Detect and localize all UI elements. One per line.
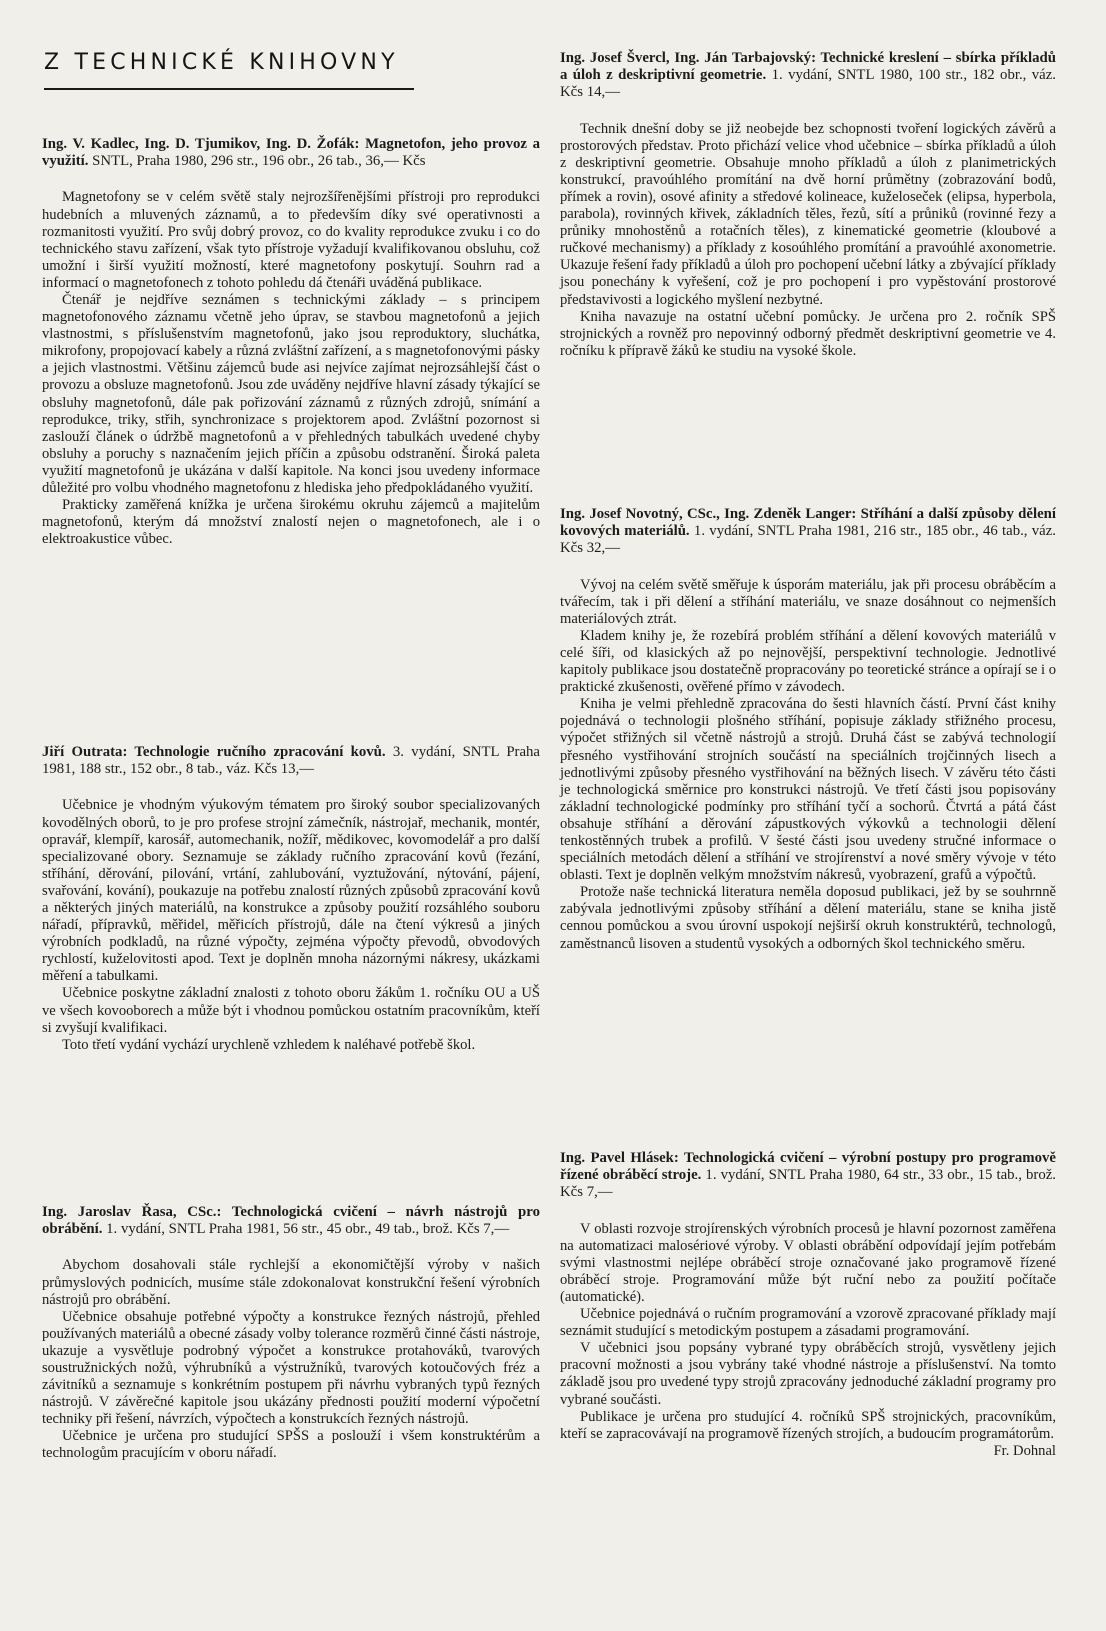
review-magnetofon: [42, 136, 540, 548]
review-author-title: Ing. Jaroslav Řasa, CSc.: Technologická cvičení – návrh nástrojů pro obrábění.: [42, 1204, 540, 1238]
review-heading: [560, 50, 1056, 102]
review-paragraph: Čtenář je nejdříve seznámen s technickými základy – s principem magnetofonového záznamu včetně jeho úprav, se stavbou magnetofonů a jejich vlastnostmi, s příslušenstvím magnetofonů, jako jsou reproduktory, sluchátka, mikrofony, propojovací kabely a různá zvláštní zařízení, a s magnetofonovými pásky a jejich vlastnostmi. Většinu zájemců bude asi nejvíce zajímat nejrozsáhlejší část o provozu a obsluze magnetofonů. Jsou zde uváděny nejdříve hlavní zásady týkající se obsluhy magnetofonů, dále pak pořizování záznamů z různých zdrojů, snímání a reprodukce, triky, střih, synchronizace s projektorem apod. Zvláštní pozornost si zaslouží článek o údržbě magnetofonů a v přehledných tabulkách uvedené chyby obsluhy a poruchy s naznačením jejich příčin a způsobu odstranění. Široká paleta využití magnetofonů je ukázána v další kapitole. Na konci jsou uvedeny informace důležité pro volbu vhodného magnetofonu z hlediska jeho předpokládaného využití.: [42, 291, 540, 496]
review-author-title: Jiří Outrata: Technologie ručního zpracování kovů.: [42, 744, 386, 760]
review-strihani: [560, 506, 1056, 953]
review-paragraph: Učebnice obsahuje potřebné výpočty a konstrukce řezných nástrojů, přehled používaných materiálů a obecné zásady volby tolerance rozměrů činné části nástroje, ukazuje a vysvětluje podrobný výpočet a konstrukce protahováků, tvarových soustružnických nožů, výhrubníků a výstružníků, tvarových kotoučových fréz a závitníků a seznamuje s konkrétním postupem při návrhu vybraných typů řezných nástrojů. V závěrečné kapitole jsou ukázány přednosti použití moderní výpočetní techniky při řešení, návrzích, výpočtech a konstrukcích řezných nástrojů.: [42, 1308, 540, 1428]
review-signature: Fr. Dohnal: [993, 1442, 1056, 1459]
review-author-title: Ing. Pavel Hlásek: Technologická cvičení – výrobní postupy pro programově řízené obráběcí stroje.: [560, 1150, 1056, 1184]
review-technicke-kresleni: [560, 50, 1056, 360]
section-title-rule: [44, 88, 414, 90]
review-paragraph: Vývoj na celém světě směřuje k úsporám materiálu, jak při procesu obráběcím a tvářecím, tak i při dělení a stříhání materiálu, ve snaze dosáhnout co nejmenších materiálových ztrát.: [560, 576, 1056, 627]
review-heading: [42, 744, 540, 778]
review-paragraph: Abychom dosahovali stále rychlejší a ekonomičtější výroby v našich průmyslových podnicích, musíme stále zdokonalovat konstrukční řešení výrobních nástrojů pro obrábění.: [42, 1257, 540, 1308]
review-paragraph: Učebnice je určena pro studující SPŠS a poslouží i všem konstruktérům a technologům pracujícím v oboru nářadí.: [42, 1428, 540, 1462]
review-details: SNTL, Praha 1980, 296 str., 196 obr., 26 tab., 36,— Kčs: [92, 153, 426, 170]
review-paragraph: Kniha je velmi přehledně zpracována do šesti hlavních částí. První část knihy pojednává o technologii plošného stříhání, popisuje základy střižného procesu, výpočet střižných sil včetně nástrojů a strojů. Druhá část se zabývá technologií přesného vystřihování strojních součástí na speciálních trojčinných lisech a jednotlivými způsoby přesného vystřihování na běžných lisech. V závěru této části je technologická směrnice pro konstrukci nástrojů. Ve třetí části jsou popisovány základní technologické podmínky pro stříhání tyčí a sochorů. Čtvrtá a pátá část obsahuje stříhání a děrování zápustkových výkovků a technologii dělení tenkostěnných trubek a profilů. V šesté části jsou uvedeny stručné informace o speciálních metodách dělení a stříhání ve strojírenství a nové směry vývoje v této oblasti. Text je doplněn velkým množstvím nákresů, vyobrazení, grafů a výpočtů.: [560, 696, 1056, 884]
review-paragraph: Učebnice pojednává o ručním programování a vzorově zpracované příklady mají seznámit studující s metodickým postupem a zásadami programování.: [560, 1306, 1056, 1340]
review-navrh-nastroju: [42, 1204, 540, 1463]
review-paragraph: Kniha navazuje na ostatní učební pomůcky. Je určena pro 2. ročník SPŠ strojnických a rovněž pro nepovinný odborný předmět deskriptivní geometrie ve 4. ročníku k přípravě žáků ke studiu na vysoké škole.: [560, 308, 1056, 359]
review-paragraph: Prakticky zaměřená knížka je určena širokému okruhu zájemců a majitelům magnetofonů, kterým dá množství znalostí nejen o magnetofonech, ale i o elektroakustice vůbec.: [42, 497, 540, 548]
review-paragraph: Technik dnešní doby se již neobejde bez schopnosti tvoření logických závěrů a prostorových představ. Proto přichází velice vhod učebnice – sbírka příkladů a úloh z deskriptivní geometrie. Obsahuje mnoho příkladů a úloh z planimetrických konstrukcí, pravoúhlého promítání na dvě horní průmětny (zobrazování bodů, přímek a rovin), osové afinity a středové kolineace, kuželoseček (elipsa, hyperbola, parabola), rovinných křivek, základních těles, řezů, sítí a průniků (rovinné řezy a průniky mnohostěnů a rotačních těles), z kinematické geometrie (kloubové a ručkové mechanismy) a příklady z kosoúhlého promítání a pravoúhlé axonometrie. Ukazuje řešení řady příkladů a úloh pro pochopení učební látky a zbývající příklady jsou ponechány k vyřešení, což je pro pochopení i pro vypěstování prostorové představivosti a logického myšlení nezbytné.: [560, 120, 1056, 308]
review-details: 1. vydání, SNTL 1980, 100 str., 182 obr., váz. Kčs 14,—: [560, 67, 1056, 101]
review-heading: [560, 506, 1056, 558]
review-vyrobni-postupy: [560, 1150, 1056, 1460]
review-author-title: Ing. V. Kadlec, Ing. D. Tjumikov, Ing. D. Žofák: Magnetofon, jeho provoz a využití.: [42, 136, 540, 170]
review-paragraph: Kladem knihy je, že rozebírá problém stříhání a dělení kovových materiálů v celé šíři, od klasických až po nejnovější, perspektivní technologie. Jednotlivé kapitoly publikace jsou dostatečně propracovány po teoretické stránce a opírají se i o praktické zkušenosti, ověřené přímo v závodech.: [560, 627, 1057, 696]
review-technologie-rucniho: [42, 744, 540, 1054]
review-paragraph: V oblasti rozvoje strojírenských výrobních procesů je hlavní pozornost zaměřena na automatizaci malosériové výroby. V oblasti obrábění odpovídají jejím potřebám svými vlastnostmi nejlépe obráběcí stroje označované jako programově řízené obráběcí stroje. Programování může být ruční nebo za použití počítače (automatické).: [560, 1220, 1056, 1305]
review-author-title: Ing. Josef Švercl, Ing. Ján Tarbajovský: Technické kreslení – sbírka příkladů a úloh z deskriptivní geometrie.: [560, 50, 1056, 84]
review-paragraph: Učebnice poskytne základní znalosti z tohoto oboru žákům 1. ročníku OU a UŠ ve všech kovooborech a může být i vhodnou pomůckou ostatním pracovníkům, kteří si zvyšují kvalifikaci.: [42, 985, 540, 1036]
review-details: 1. vydání, SNTL Praha 1980, 64 str., 33 obr., 15 tab., brož. Kčs 7,—: [560, 1167, 1056, 1201]
review-details: 1. vydání, SNTL Praha 1981, 56 str., 45 obr., 49 tab., brož. Kčs 7,—: [106, 1221, 510, 1238]
review-heading: [42, 1204, 540, 1238]
review-paragraph: V učebnici jsou popsány vybrané typy obráběcích strojů, vysvětleny jejich pracovní možnosti a jsou vybrány také vhodné nástroje a příslušenství. Na tomto základě jsou pro uvedené typy strojů zpracovány jednoduché základní programy pro vybrané součásti.: [560, 1340, 1056, 1408]
review-heading: [560, 1150, 1056, 1202]
review-paragraph: Protože naše technická literatura neměla doposud publikaci, jež by se souhrnně zabývala jednotlivými způsoby stříhání a dělení materiálu, stane se kniha jistě cennou pomůckou a svou úrovní uspokojí nejširší okruh konstruktérů, technologů, zaměstnanců lisoven a studentů vysokých a odborných škol technického směru.: [560, 884, 1056, 952]
section-title: Z TECHNICKÉ KNIHOVNY: [44, 50, 399, 75]
review-details: 3. vydání, SNTL Praha 1981, 188 str., 152 obr., 8 tab., váz. Kčs 13,—: [42, 744, 541, 778]
review-details: 1. vydání, SNTL Praha 1981, 216 str., 185 obr., 46 tab., váz. Kčs 32,—: [560, 523, 1056, 557]
review-paragraph: Publikace je určena pro studující 4. ročníků SPŠ strojnických, pracovníkům, kteří se zapracovávají na programově řízených strojích, a budoucím programátorům.: [560, 1408, 1056, 1442]
review-heading: [42, 136, 540, 170]
review-paragraph: Magnetofony se v celém světě staly nejrozšířenějšími přístroji pro reprodukci hudebních a mluvených záznamů, a to především díky své operativnosti a rozmanitosti využití. Pro svůj dobrý provoz, co do kvality reprodukce zvuku i co do technického stavu zařízení, však tyto přístroje vyžadují kvalifikovanou obsluhu, což umožní i širší využití možností, které magnetofony poskytují. Souhrn rad a informací o magnetofonech z tohoto pohledu dá čtenáři uváděná publikace.: [42, 189, 540, 291]
review-paragraph: Toto třetí vydání vychází urychleně vzhledem k naléhavé potřebě škol.: [62, 1036, 476, 1053]
review-author-title: Ing. Josef Novotný, CSc., Ing. Zdeněk Langer: Stříhání a další způsoby dělení kovových materiálů.: [560, 506, 1056, 540]
review-paragraph: Učebnice je vhodným výukovým tématem pro široký soubor specializovaných kovodělných oborů, to je pro profese strojní zámečník, nástrojař, mechanik, montér, opravář, klempíř, karosář, automechanik, nožíř, mědikovec, kovomodelář a pro další specializované obory. Seznamuje se základy ručního zpracování kovů (řezání, stříhání, děrování, pilování, vrtání, zahlubování, vyztužování, nýtování, pájení, svařování, kování), poukazuje na potřebu znalostí různých způsobů zpracování kovů a některých jiných materiálů, na konstrukce a způsoby použití rozsáhlého souboru nářadí, přípravků, měřidel, měřicích přístrojů, dále na čtení výkresů a jiných výrobních podkladů, na různé výpočty, zejména výpočty převodů, obvodových rychlostí, kuželovitosti apod. Text je doplněn mnoha názornými nákresy, ukázkami měření a tabulkami.: [42, 797, 540, 985]
